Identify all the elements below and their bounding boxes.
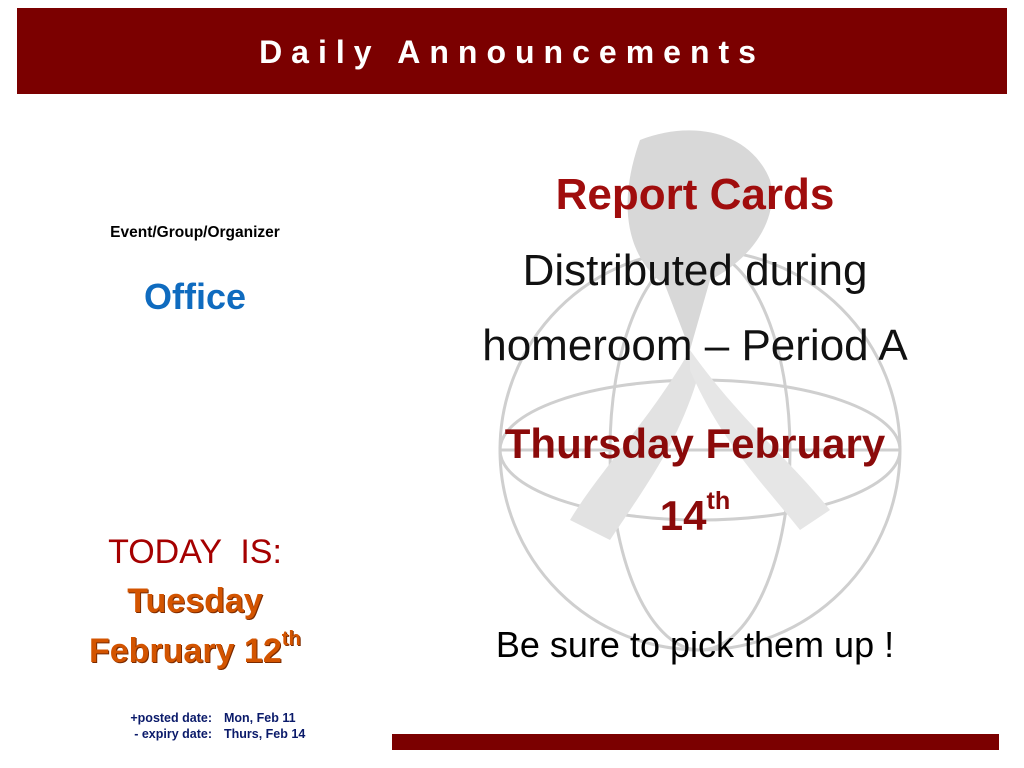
announcement-date-day: 14 xyxy=(659,492,707,539)
announcement-date-line-2 xyxy=(400,486,990,540)
date-info xyxy=(100,710,314,742)
posted-date-value: Mon, Feb 11 xyxy=(224,711,296,725)
footer-bar xyxy=(392,734,999,750)
today-date-text: February 12 xyxy=(88,632,282,670)
today-day: Tuesday xyxy=(127,582,263,620)
header-banner xyxy=(17,8,1007,94)
announcement-line-2: homeroom – Period A xyxy=(482,321,908,370)
expiry-date-value: Thurs, Feb 14 xyxy=(224,727,306,741)
today-date xyxy=(40,627,350,671)
posted-date-label: +posted date: xyxy=(130,711,212,725)
page-title: Daily Announcements xyxy=(259,34,765,70)
today-label: TODAY IS: xyxy=(108,533,282,571)
announcement-note: Be sure to pick them up ! xyxy=(495,624,895,665)
announcement-title: Report Cards xyxy=(555,170,835,219)
expiry-date-row xyxy=(100,726,314,742)
announcement-date-suffix: th xyxy=(706,486,731,515)
organizer-label: Event/Group/Organizer xyxy=(110,224,280,241)
announcement-date-line-1: Thursday February xyxy=(504,420,886,467)
expiry-date-label: - expiry date: xyxy=(134,727,212,741)
today-date-suffix: th xyxy=(281,627,301,650)
posted-date-row xyxy=(100,710,314,726)
announcement-line-1: Distributed during xyxy=(522,246,868,295)
organizer-value: Office xyxy=(143,276,247,317)
